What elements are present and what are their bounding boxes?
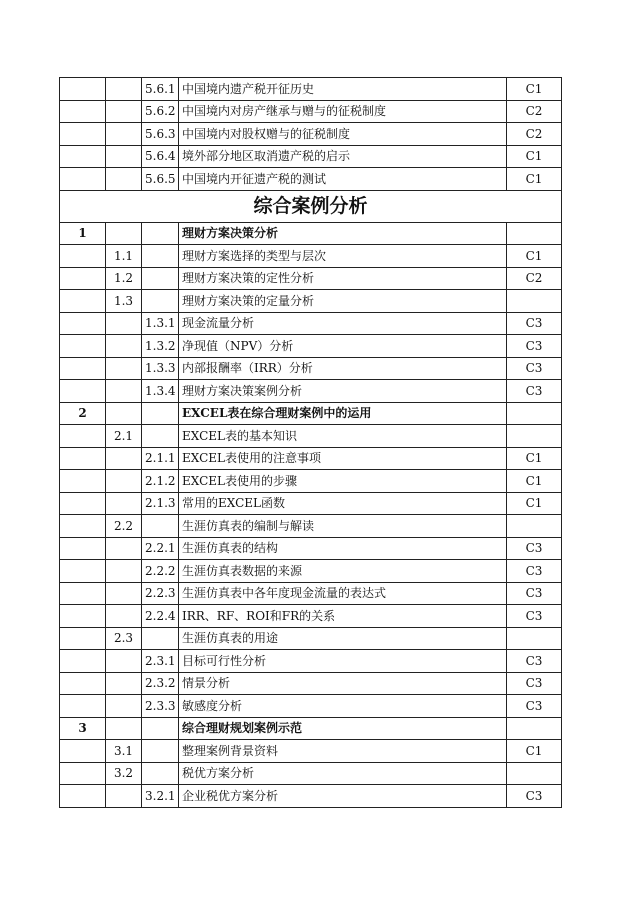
col2-number — [106, 582, 142, 605]
row-title: 境外部分地区取消遗产税的启示 — [179, 145, 507, 168]
col1-number — [60, 168, 106, 191]
col2-number — [106, 560, 142, 583]
col2-number — [106, 380, 142, 403]
row-title: EXCEL表使用的注意事项 — [179, 447, 507, 470]
col2-number — [106, 402, 142, 425]
col1-number — [60, 492, 106, 515]
col3-number: 5.6.3 — [142, 123, 179, 146]
col3-number — [142, 425, 179, 448]
col1-number — [60, 762, 106, 785]
col3-number — [142, 245, 179, 268]
col3-number: 5.6.1 — [142, 78, 179, 101]
row-title: 理财方案决策的定性分析 — [179, 267, 507, 290]
level-code: C3 — [507, 335, 562, 358]
table-row — [60, 290, 562, 313]
table-row — [60, 627, 562, 650]
level-code — [507, 515, 562, 538]
table-row — [60, 695, 562, 718]
level-code — [507, 290, 562, 313]
col3-number: 2.2.1 — [142, 537, 179, 560]
col2-number: 1.1 — [106, 245, 142, 268]
col1-number — [60, 515, 106, 538]
row-title: IRR、RF、ROI和FR的关系 — [179, 605, 507, 628]
row-title: 生涯仿真表的编制与解读 — [179, 515, 507, 538]
table-row — [60, 560, 562, 583]
level-code: C3 — [507, 312, 562, 335]
col3-number — [142, 402, 179, 425]
row-title: EXCEL表使用的步骤 — [179, 470, 507, 493]
col3-number: 2.1.1 — [142, 447, 179, 470]
col1-number — [60, 447, 106, 470]
col1-number — [60, 627, 106, 650]
col1-number — [60, 312, 106, 335]
row-title: 综合理财规划案例示范 — [179, 717, 507, 740]
row-title: 中国境内对股权赠与的征税制度 — [179, 123, 507, 146]
level-code — [507, 627, 562, 650]
row-title: 内部报酬率（IRR）分析 — [179, 357, 507, 380]
col1-number — [60, 145, 106, 168]
table-row — [60, 380, 562, 403]
row-title: 情景分析 — [179, 672, 507, 695]
col3-number — [142, 740, 179, 763]
col3-number: 1.3.1 — [142, 312, 179, 335]
row-title: 常用的EXCEL函数 — [179, 492, 507, 515]
col1-number — [60, 470, 106, 493]
col3-number: 2.3.1 — [142, 650, 179, 673]
row-title: 生涯仿真表的用途 — [179, 627, 507, 650]
level-code — [507, 425, 562, 448]
level-code: C2 — [507, 267, 562, 290]
col3-number — [142, 267, 179, 290]
row-title: 整理案例背景资料 — [179, 740, 507, 763]
col1-number — [60, 695, 106, 718]
row-title: EXCEL表的基本知识 — [179, 425, 507, 448]
col2-number — [106, 492, 142, 515]
level-code: C2 — [507, 100, 562, 123]
table-row — [60, 78, 562, 101]
table-row — [60, 650, 562, 673]
row-title: 理财方案选择的类型与层次 — [179, 245, 507, 268]
col2-number — [106, 335, 142, 358]
col2-number — [106, 470, 142, 493]
col2-number — [106, 537, 142, 560]
row-title: 税优方案分析 — [179, 762, 507, 785]
table-row — [60, 222, 562, 245]
col2-number — [106, 605, 142, 628]
col1-number: 2 — [60, 402, 106, 425]
col2-number — [106, 672, 142, 695]
col1-number — [60, 740, 106, 763]
col2-number: 2.1 — [106, 425, 142, 448]
syllabus-body — [60, 78, 562, 808]
col2-number — [106, 447, 142, 470]
row-title: 现金流量分析 — [179, 312, 507, 335]
col1-number — [60, 245, 106, 268]
col3-number: 2.2.3 — [142, 582, 179, 605]
level-code: C1 — [507, 78, 562, 101]
table-row — [60, 785, 562, 808]
col1-number — [60, 650, 106, 673]
table-row — [60, 605, 562, 628]
row-title: EXCEL表在综合理财案例中的运用 — [179, 402, 507, 425]
col2-number: 1.3 — [106, 290, 142, 313]
col3-number: 5.6.4 — [142, 145, 179, 168]
col2-number — [106, 312, 142, 335]
table-row — [60, 447, 562, 470]
col3-number: 2.1.3 — [142, 492, 179, 515]
table-row — [60, 537, 562, 560]
table-row — [60, 335, 562, 358]
col1-number — [60, 267, 106, 290]
table-row — [60, 515, 562, 538]
table-row — [60, 470, 562, 493]
col3-number: 3.2.1 — [142, 785, 179, 808]
level-code: C1 — [507, 447, 562, 470]
row-title: 中国境内对房产继承与赠与的征税制度 — [179, 100, 507, 123]
level-code: C3 — [507, 357, 562, 380]
col1-number — [60, 290, 106, 313]
table-row — [60, 717, 562, 740]
level-code — [507, 717, 562, 740]
col1-number — [60, 100, 106, 123]
col1-number — [60, 425, 106, 448]
table-row — [60, 267, 562, 290]
col1-number — [60, 785, 106, 808]
col2-number — [106, 695, 142, 718]
col2-number — [106, 717, 142, 740]
col2-number: 2.2 — [106, 515, 142, 538]
col1-number — [60, 582, 106, 605]
col1-number — [60, 380, 106, 403]
col2-number — [106, 123, 142, 146]
table-row — [60, 672, 562, 695]
col3-number — [142, 515, 179, 538]
table-row — [60, 357, 562, 380]
level-code: C2 — [507, 123, 562, 146]
row-title: 生涯仿真表的结构 — [179, 537, 507, 560]
row-title: 理财方案决策案例分析 — [179, 380, 507, 403]
table-row — [60, 425, 562, 448]
col2-number — [106, 100, 142, 123]
row-title: 生涯仿真表中各年度现金流量的表达式 — [179, 582, 507, 605]
col3-number: 5.6.2 — [142, 100, 179, 123]
col3-number: 2.2.4 — [142, 605, 179, 628]
table-row — [60, 168, 562, 191]
level-code — [507, 762, 562, 785]
level-code — [507, 402, 562, 425]
col2-number — [106, 145, 142, 168]
col1-number: 3 — [60, 717, 106, 740]
col1-number — [60, 78, 106, 101]
section-header-row — [60, 190, 562, 222]
row-title: 中国境内开征遗产税的测试 — [179, 168, 507, 191]
row-title: 生涯仿真表数据的来源 — [179, 560, 507, 583]
col3-number: 2.2.2 — [142, 560, 179, 583]
col3-number: 1.3.2 — [142, 335, 179, 358]
col3-number: 2.1.2 — [142, 470, 179, 493]
col3-number — [142, 762, 179, 785]
table-row — [60, 762, 562, 785]
table-row — [60, 123, 562, 146]
col1-number — [60, 123, 106, 146]
level-code: C1 — [507, 740, 562, 763]
col1-number — [60, 672, 106, 695]
row-title: 敏感度分析 — [179, 695, 507, 718]
table-row — [60, 492, 562, 515]
row-title: 理财方案决策的定量分析 — [179, 290, 507, 313]
col3-number: 1.3.3 — [142, 357, 179, 380]
col3-number: 2.3.2 — [142, 672, 179, 695]
table-row — [60, 100, 562, 123]
level-code: C3 — [507, 785, 562, 808]
row-title: 目标可行性分析 — [179, 650, 507, 673]
table-row — [60, 582, 562, 605]
col1-number — [60, 537, 106, 560]
level-code: C3 — [507, 380, 562, 403]
col3-number — [142, 290, 179, 313]
level-code: C3 — [507, 582, 562, 605]
col1-number — [60, 335, 106, 358]
level-code: C1 — [507, 492, 562, 515]
level-code: C1 — [507, 245, 562, 268]
table-row — [60, 312, 562, 335]
col3-number — [142, 627, 179, 650]
level-code: C3 — [507, 650, 562, 673]
row-title: 理财方案决策分析 — [179, 222, 507, 245]
col3-number — [142, 222, 179, 245]
level-code: C3 — [507, 537, 562, 560]
row-title: 企业税优方案分析 — [179, 785, 507, 808]
col3-number: 1.3.4 — [142, 380, 179, 403]
col1-number — [60, 605, 106, 628]
col2-number: 2.3 — [106, 627, 142, 650]
col2-number — [106, 785, 142, 808]
col3-number — [142, 717, 179, 740]
section-title: 综合案例分析 — [60, 190, 562, 222]
level-code: C3 — [507, 695, 562, 718]
level-code: C1 — [507, 168, 562, 191]
table-row — [60, 402, 562, 425]
level-code: C1 — [507, 470, 562, 493]
col2-number — [106, 357, 142, 380]
col3-number: 2.3.3 — [142, 695, 179, 718]
level-code: C3 — [507, 672, 562, 695]
col2-number: 3.2 — [106, 762, 142, 785]
col3-number: 5.6.5 — [142, 168, 179, 191]
level-code: C3 — [507, 560, 562, 583]
col1-number: 1 — [60, 222, 106, 245]
level-code: C1 — [507, 145, 562, 168]
col1-number — [60, 357, 106, 380]
col2-number: 3.1 — [106, 740, 142, 763]
syllabus-table — [59, 77, 562, 808]
col2-number — [106, 78, 142, 101]
level-code — [507, 222, 562, 245]
table-row — [60, 740, 562, 763]
row-title: 中国境内遗产税开征历史 — [179, 78, 507, 101]
col2-number: 1.2 — [106, 267, 142, 290]
col2-number — [106, 168, 142, 191]
row-title: 净现值（NPV）分析 — [179, 335, 507, 358]
level-code: C3 — [507, 605, 562, 628]
col1-number — [60, 560, 106, 583]
col2-number — [106, 222, 142, 245]
table-row — [60, 145, 562, 168]
col2-number — [106, 650, 142, 673]
table-row — [60, 245, 562, 268]
